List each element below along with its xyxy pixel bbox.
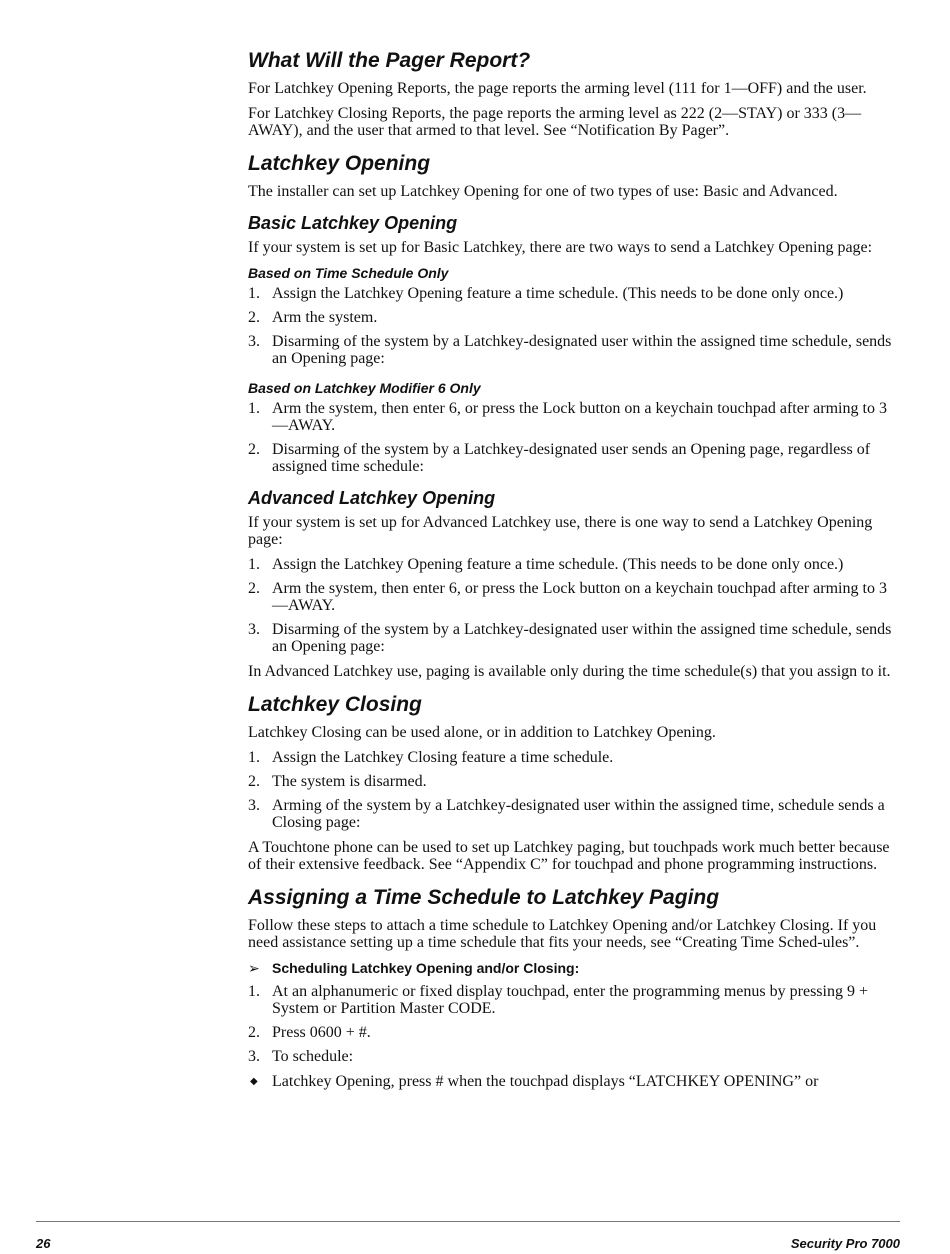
subheading-time-schedule: Based on Time Schedule Only (248, 265, 449, 281)
list-item: 1. Assign the Latchkey Closing feature a time schedule. (248, 749, 614, 766)
numbered-list (248, 556, 902, 655)
procedure-title: ➢ Scheduling Latchkey Opening and/or Closing: (248, 960, 580, 976)
numbered-list (248, 285, 902, 367)
numbered-list (248, 749, 902, 831)
paragraph: A Touchtone phone can be used to set up Latchkey paging, but touchpads work much better because of their extensive feedback. See “Appendix C” for touchpad and phone programming instructions. (248, 839, 890, 873)
numbered-list (248, 983, 902, 1065)
list-item: 3. To schedule: (248, 1048, 354, 1065)
paragraph: If your system is set up for Basic Latchkey, there are two ways to send a Latchkey Opening page: (248, 239, 873, 256)
bullet-item: ◆ Latchkey Opening, press # when the touchpad displays “LATCHKEY OPENING” or (250, 1073, 819, 1090)
paragraph: The installer can set up Latchkey Opening for one of two types of use: Basic and Advanced. (248, 183, 838, 200)
list-item: 3. Disarming of the system by a Latchkey-designated user within the assigned time schedule, sends an Opening page: (248, 621, 892, 655)
heading-basic-latchkey: Basic Latchkey Opening (248, 213, 458, 233)
footer-divider (36, 1221, 900, 1222)
paragraph: If your system is set up for Advanced Latchkey use, there is one way to send a Latchkey Opening page: (248, 514, 873, 548)
heading-latchkey-opening: Latchkey Opening (248, 152, 431, 175)
paragraph: Follow these steps to attach a time schedule to Latchkey Opening and/or Latchkey Closing. If you need assistance setting up a time schedule that fits your needs, see “Creating Time Sched-ules”. (248, 917, 877, 951)
page-content (248, 48, 902, 1090)
paragraph: Latchkey Closing can be used alone, or in addition to Latchkey Opening. (248, 724, 716, 741)
heading-pager-report: What Will the Pager Report? (248, 49, 531, 72)
list-item: 2. Arm the system, then enter 6, or press the Lock button on a keychain touchpad after arming to 3—AWAY. (248, 580, 887, 614)
page-number: 26 (36, 1236, 51, 1251)
list-item: 2. Press 0600 + #. (248, 1024, 371, 1041)
list-item: 3. Arming of the system by a Latchkey-designated user within the assigned time, schedule sends a Closing page: (248, 797, 885, 831)
arrow-icon: ➢ (248, 960, 260, 976)
list-item: 1. Assign the Latchkey Opening feature a time schedule. (This needs to be done only once.) (248, 285, 844, 302)
heading-latchkey-closing: Latchkey Closing (248, 693, 422, 716)
heading-advanced-latchkey: Advanced Latchkey Opening (248, 488, 496, 508)
list-item: 2. The system is disarmed. (248, 773, 427, 790)
list-item: 1. Arm the system, then enter 6, or press the Lock button on a keychain touchpad after arming to 3—AWAY. (248, 400, 887, 434)
numbered-list (248, 400, 902, 475)
paragraph: For Latchkey Closing Reports, the page reports the arming level as 222 (2—STAY) or 333 (3—AWAY), and the user that armed to that level. See “Notification By Pager”. (248, 105, 862, 139)
list-item: 3. Disarming of the system by a Latchkey-designated user within the assigned time schedule, sends an Opening page: (248, 333, 892, 367)
list-item: 1. At an alphanumeric or fixed display touchpad, enter the programming menus by pressing 9 + System or Partition Master CODE. (248, 983, 868, 1017)
paragraph: For Latchkey Opening Reports, the page reports the arming level (111 for 1—OFF) and the user. (248, 80, 867, 97)
heading-assigning-schedule: Assigning a Time Schedule to Latchkey Paging (248, 886, 720, 909)
subheading-modifier: Based on Latchkey Modifier 6 Only (248, 380, 481, 396)
product-name: Security Pro 7000 (790, 1236, 900, 1251)
list-item: 1. Assign the Latchkey Opening feature a time schedule. (This needs to be done only once.) (248, 556, 844, 573)
list-item: 2. Disarming of the system by a Latchkey-designated user sends an Opening page, regardless of assigned time schedule: (248, 441, 871, 475)
list-item: 2. Arm the system. (248, 309, 378, 326)
diamond-bullet-icon: ◆ (250, 1076, 258, 1087)
paragraph: In Advanced Latchkey use, paging is available only during the time schedule(s) that you assign to it. (248, 663, 891, 680)
